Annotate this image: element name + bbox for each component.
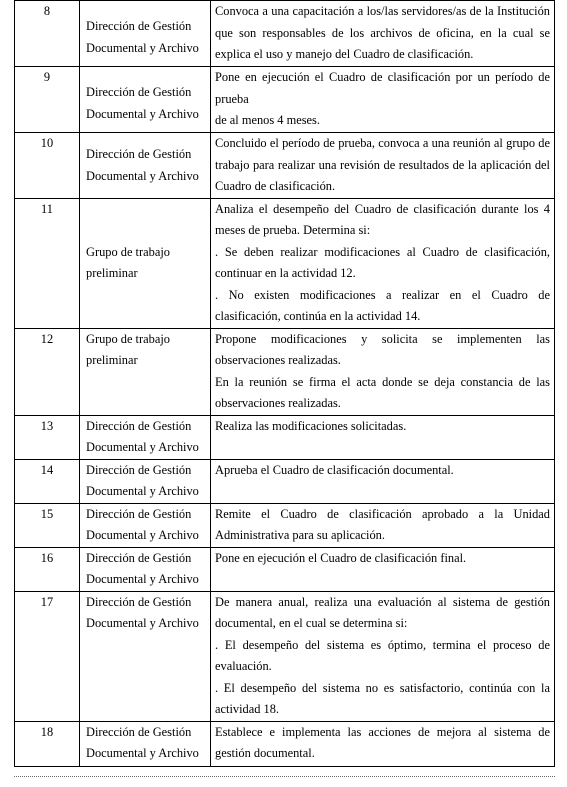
- table-row: [15, 1, 555, 67]
- activity-paragraph: Concluido el período de prueba, convoca a una reunión al grupo de trabajo para realizar una revisión de resultados de la aplicación del Cuadro de clasificación.: [215, 136, 550, 193]
- responsible-unit: Dirección de Gestión Documental y Archivo: [80, 547, 211, 591]
- activity-number: 17: [15, 591, 80, 721]
- activity-description: [211, 328, 555, 415]
- activity-paragraph: Pone en ejecución el Cuadro de clasificación por un período de prueba: [215, 70, 550, 106]
- activity-paragraph: Pone en ejecución el Cuadro de clasificación final.: [215, 550, 467, 565]
- activity-description: [211, 1, 555, 67]
- activity-paragraph: de al menos 4 meses.: [215, 113, 320, 127]
- responsible-unit: Dirección de Gestión Documental y Archivo: [80, 591, 211, 721]
- activity-description: [211, 67, 555, 133]
- activity-number: 11: [15, 198, 80, 328]
- table-row: [15, 459, 555, 503]
- bottom-dotted-rule: [14, 776, 555, 777]
- responsible-unit: Dirección de Gestión Documental y Archivo: [80, 415, 211, 459]
- responsible-unit: Grupo de trabajo preliminar: [80, 328, 211, 415]
- responsible-unit: Dirección de Gestión Documental y Archivo: [80, 67, 211, 133]
- activities-table-body: [15, 1, 555, 767]
- activity-paragraph: . El desempeño del sistema no es satisfactorio, continúa con la actividad 18.: [215, 680, 550, 716]
- activity-number: 18: [15, 721, 80, 766]
- activity-description: [211, 591, 555, 721]
- activity-number: 9: [15, 67, 80, 133]
- activities-table: [14, 0, 555, 767]
- activity-paragraph: Realiza las modificaciones solicitadas.: [215, 418, 407, 433]
- activity-number: 14: [15, 459, 80, 503]
- table-row: [15, 198, 555, 328]
- activity-paragraph: De manera anual, realiza una evaluación al sistema de gestión documental, en el cual se determina si:: [215, 594, 550, 630]
- activity-paragraph: Convoca a una capacitación a los/las servidores/as de la Institución que son responsables de los archivos de oficina, en la cual se explica el uso y manejo del Cuadro de clasificación.: [215, 4, 550, 61]
- table-row: [15, 67, 555, 133]
- activity-number: 16: [15, 547, 80, 591]
- activity-number: 12: [15, 328, 80, 415]
- activity-paragraph: . El desempeño del sistema es óptimo, termina el proceso de evaluación.: [215, 637, 550, 673]
- activity-paragraph: . No existen modificaciones a realizar en el Cuadro de clasificación, continúa en la actividad 14.: [215, 287, 550, 323]
- table-row: [15, 415, 555, 459]
- activity-paragraph: Aprueba el Cuadro de clasificación documental.: [215, 462, 454, 477]
- activity-paragraph: Analiza el desempeño del Cuadro de clasificación durante los 4 meses de prueba. Determina si:: [215, 201, 550, 237]
- activity-number: 13: [15, 415, 80, 459]
- activity-number: 8: [15, 1, 80, 67]
- table-row: [15, 133, 555, 199]
- activity-paragraph: Remite el Cuadro de clasificación aprobado a la Unidad Administrativa para su aplicación.: [215, 506, 550, 542]
- activity-description: [211, 721, 555, 766]
- activity-description: [211, 459, 555, 503]
- activity-paragraph: En la reunión se firma el acta donde se deja constancia de las observaciones realizadas.: [215, 374, 550, 410]
- activity-description: [211, 503, 555, 547]
- responsible-unit: Dirección de Gestión Documental y Archivo: [80, 721, 211, 766]
- activity-description: [211, 547, 555, 591]
- activity-paragraph: Propone modificaciones y solicita se implementen las observaciones realizadas.: [215, 331, 550, 367]
- table-row: [15, 503, 555, 547]
- responsible-unit: Dirección de Gestión Documental y Archivo: [80, 133, 211, 199]
- responsible-unit: Dirección de Gestión Documental y Archivo: [80, 503, 211, 547]
- activity-paragraph: . Se deben realizar modificaciones al Cuadro de clasificación, continuar en la actividad 12.: [215, 244, 550, 280]
- responsible-unit: Dirección de Gestión Documental y Archivo: [80, 1, 211, 67]
- activity-number: 10: [15, 133, 80, 199]
- activity-description: [211, 133, 555, 199]
- responsible-unit: Dirección de Gestión Documental y Archivo: [80, 459, 211, 503]
- activity-description: [211, 415, 555, 459]
- activity-description: [211, 198, 555, 328]
- table-row: [15, 328, 555, 415]
- activity-paragraph: Establece e implementa las acciones de mejora al sistema de gestión documental.: [215, 724, 550, 760]
- table-row: [15, 721, 555, 766]
- table-row: [15, 591, 555, 721]
- table-row: [15, 547, 555, 591]
- activity-number: 15: [15, 503, 80, 547]
- responsible-unit: Grupo de trabajo preliminar: [80, 198, 211, 328]
